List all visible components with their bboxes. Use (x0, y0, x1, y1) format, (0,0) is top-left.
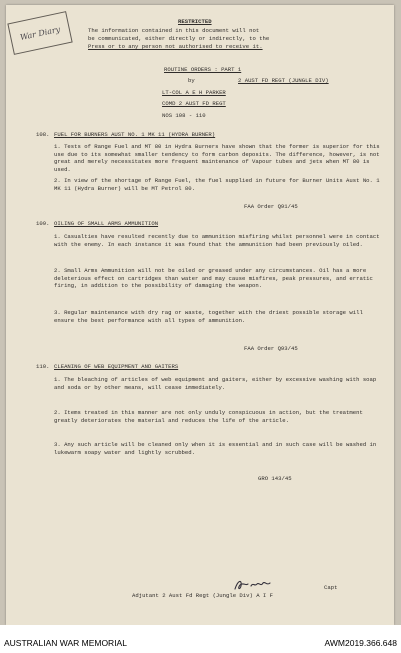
archive-reference: AWM2019.366.648 (324, 638, 397, 648)
by-label: by (188, 77, 195, 84)
paragraph: 2. Small Arms Ammunition will not be oiled or greased under any circumstances. Oil has a more deleterious effect on cartridges than water and may cause misfires, peak pressures, and erratic firing, in addition to the possibility of damaging the weapon. (54, 267, 373, 290)
paragraph: 1. Tests of Range Fuel and MT 80 in Hydra Burners have shown that the former is superior for this use due to its somewhat smaller tendency to form carbon deposits. The difference, however, is not great and merely necessitates more frequent maintenance of Vapour tubes and jets when MT 80 is used. (54, 143, 380, 173)
section-heading: FUEL FOR BURNERS AUST NO. 1 MK 11 (HYDRA BURNER) (54, 131, 216, 138)
order-reference: FAA Order Q91/45 (244, 203, 298, 210)
order-reference: FAA Order Q93/45 (244, 345, 298, 352)
command-title: COMD 2 AUST FD REGT (162, 100, 226, 107)
section-number: 108. (36, 131, 50, 138)
war-diary-stamp: War Diary (7, 11, 72, 55)
paragraph: 3. Regular maintenance with dry rag or waste, together with the driest possible storage will ensure the best performance with all types of ammunition. (54, 309, 363, 324)
warning-line-2: be communicated, either directly or indirectly, to the (88, 35, 270, 42)
officer-name: LT-COL A E H PARKER (162, 89, 226, 96)
signoff-line: Adjutant 2 Aust Fd Regt (Jungle Div) A I F (132, 592, 273, 599)
order-reference: GRO 143/45 (258, 475, 292, 482)
archive-name: AUSTRALIAN WAR MEMORIAL (4, 638, 127, 648)
order-numbers: NOS 108 - 110 (162, 112, 206, 119)
classification-heading: RESTRICTED (178, 18, 212, 25)
document-page (6, 5, 394, 625)
warning-line-1: The information contained in this document will not (88, 27, 260, 34)
paragraph: 2. Items treated in this manner are not only unduly conspicuous in action, but the treatment greatly deteriorates the material and reduces the life of the article. (54, 409, 363, 424)
orders-title: ROUTINE ORDERS : PART 1 (164, 66, 242, 73)
section-heading: CLEANING OF WEB EQUIPMENT AND GAITERS (54, 363, 179, 370)
section-number: 110. (36, 363, 50, 370)
signoff-rank: Capt (324, 584, 338, 591)
adjutant-signature (232, 577, 276, 593)
paragraph: 3. Any such article will be cleaned only when it is essential and in such case will be washed in lukewarm soapy water and lightly scrubbed. (54, 441, 377, 456)
unit-name: 2 AUST FD REGT (JUNGLE DIV) (238, 77, 329, 84)
warning-line-3: Press or to any person not authorised to receive it. (88, 43, 263, 50)
section-number: 109. (36, 220, 50, 227)
paragraph: 1. Casualties have resulted recently due to ammunition misfiring whilst personnel were in contact with the enemy. In each instance it was found that the ammunition had been previously oiled. (54, 233, 380, 248)
paragraph: 2. In view of the shortage of Range Fuel, the fuel supplied in future for Burner Units Aust No. 1 MK 11 (Hydra Burner) will be MT Petrol 80. (54, 177, 380, 192)
section-heading: OILING OF SMALL ARMS AMMUNITION (54, 220, 159, 227)
archive-footer (0, 625, 401, 653)
paragraph: 1. The bleaching of articles of web equipment and gaiters, either by excessive washing with soap and soda or by other means, will cease immediately. (54, 376, 377, 391)
